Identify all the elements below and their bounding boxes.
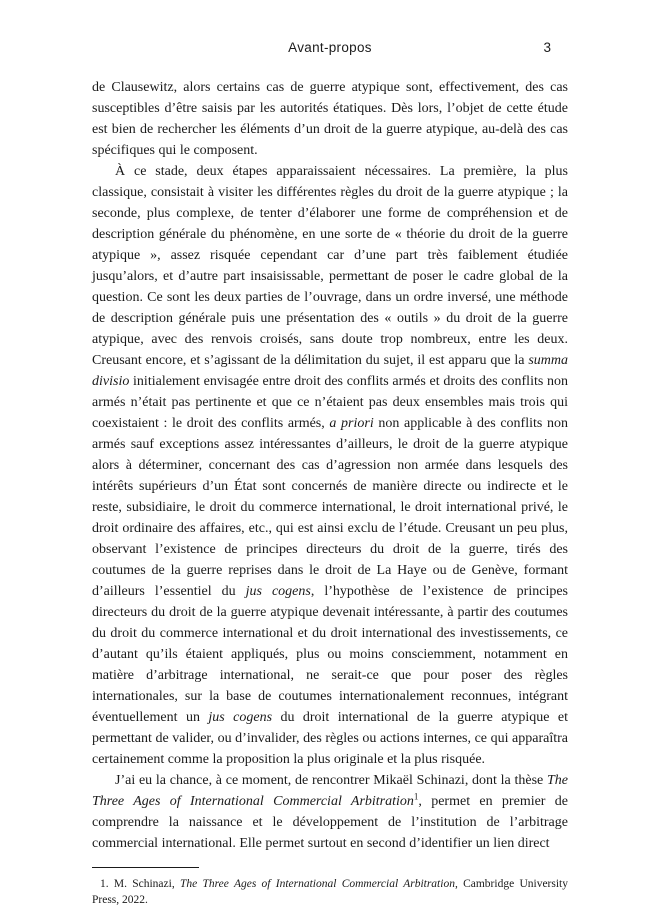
- running-title: Avant-propos: [288, 40, 372, 55]
- paragraph-continuation: de Clausewitz, alors certains cas de guerre atypique sont, effectivement, des cas susceptibles d’être saisis par les autorités étatiques. Dès lors, l’objet de cette étude est bien de rechercher les éléments d’un droit de la guerre atypique, au-delà des cas spécifiques qui le composent.: [92, 80, 568, 158]
- footnote-separator: [92, 867, 199, 868]
- footnote-area: [92, 867, 568, 908]
- page-body: [92, 77, 568, 908]
- paragraph-two-steps: À ce stade, deux étapes apparaissaient nécessaires. La première, la plus classique, consistait à visiter les différentes règles du droit de la guerre atypique ; la seconde, plus complexe, de tenter d’élaborer une forme de compréhension et de description générale du phénomène, en une sorte de « théorie du droit de la guerre atypique », assez risquée cependant car d’une part très faiblement étudiée jusqu’alors, et d’autre part insaisissable, permettant de poser le cadre global de la question. Ce sont les deux parties de l’ouvrage, dans un ordre inversé, une méthode de description générale puis une présentation des « outils » du droit de la guerre atypique, avec des renvois croisés, sans doute trop nombreux, entre les deux. Creusant encore, et s’agissant de la délimitation du sujet, il est apparu que la summa divisio initialement envisagée entre droit des conflits armés et droits des conflits non armés n’était pas pertinente et que ce n’étaient pas deux ensembles mais trois qui coexistaient : le droit des conflits armés, a priori non applicable à des conflits non armés sauf exceptions assez intéressantes d’ailleurs, le droit de la guerre atypique alors à déterminer, concernant des cas d’agression non armée dans lesquels des intérêts supérieurs d’un État sont concernés de manière directe ou indirecte et le reste, subsidiaire, le droit du commerce international, le droit international privé, le droit ordinaire des affaires, etc., qui est ainsi exclu de l’étude. Creusant un peu plus, observant l’existence de principes directeurs du droit de la guerre, tirés des coutumes de la guerre reprises dans le droit de La Haye ou de Genève, formant d’ailleurs l’essentiel du jus cogens, l’hypothèse de l’existence de principes directeurs du droit de la guerre atypique devenait intéressante, à partir des coutumes du droit du commerce international et du droit international des investissements, ce d’autant qu’ils étaient appliqués, plus ou moins consciemment, notamment en matière d’arbitrage international, ne serait-ce que pour poser des règles internationales, sur la base de coutumes internationalement reconnues, intégrant éventuellement un jus cogens du droit international de la guerre atypique et permettant de valider, ou d’invalider, des règles ou actions internes, ce qui apparaîtra certainement comme la proposition la plus originale et la plus risquée.: [92, 164, 568, 767]
- page-header: [92, 40, 568, 58]
- page-number: 3: [543, 40, 551, 55]
- footnote-1: 1. M. Schinazi, The Three Ages of International Commercial Arbitration, Cambridge University Press, 2022.: [92, 878, 568, 906]
- paragraph-schinazi: J’ai eu la chance, à ce moment, de rencontrer Mikaël Schinazi, dont la thèse The Three Ages of International Commercial Arbitration$^1$, permet en premier de comprendre la naissance et le développement de l’institution de l’arbitrage commercial international. Elle permet surtout en second d’identifier un lien direct: [92, 773, 568, 851]
